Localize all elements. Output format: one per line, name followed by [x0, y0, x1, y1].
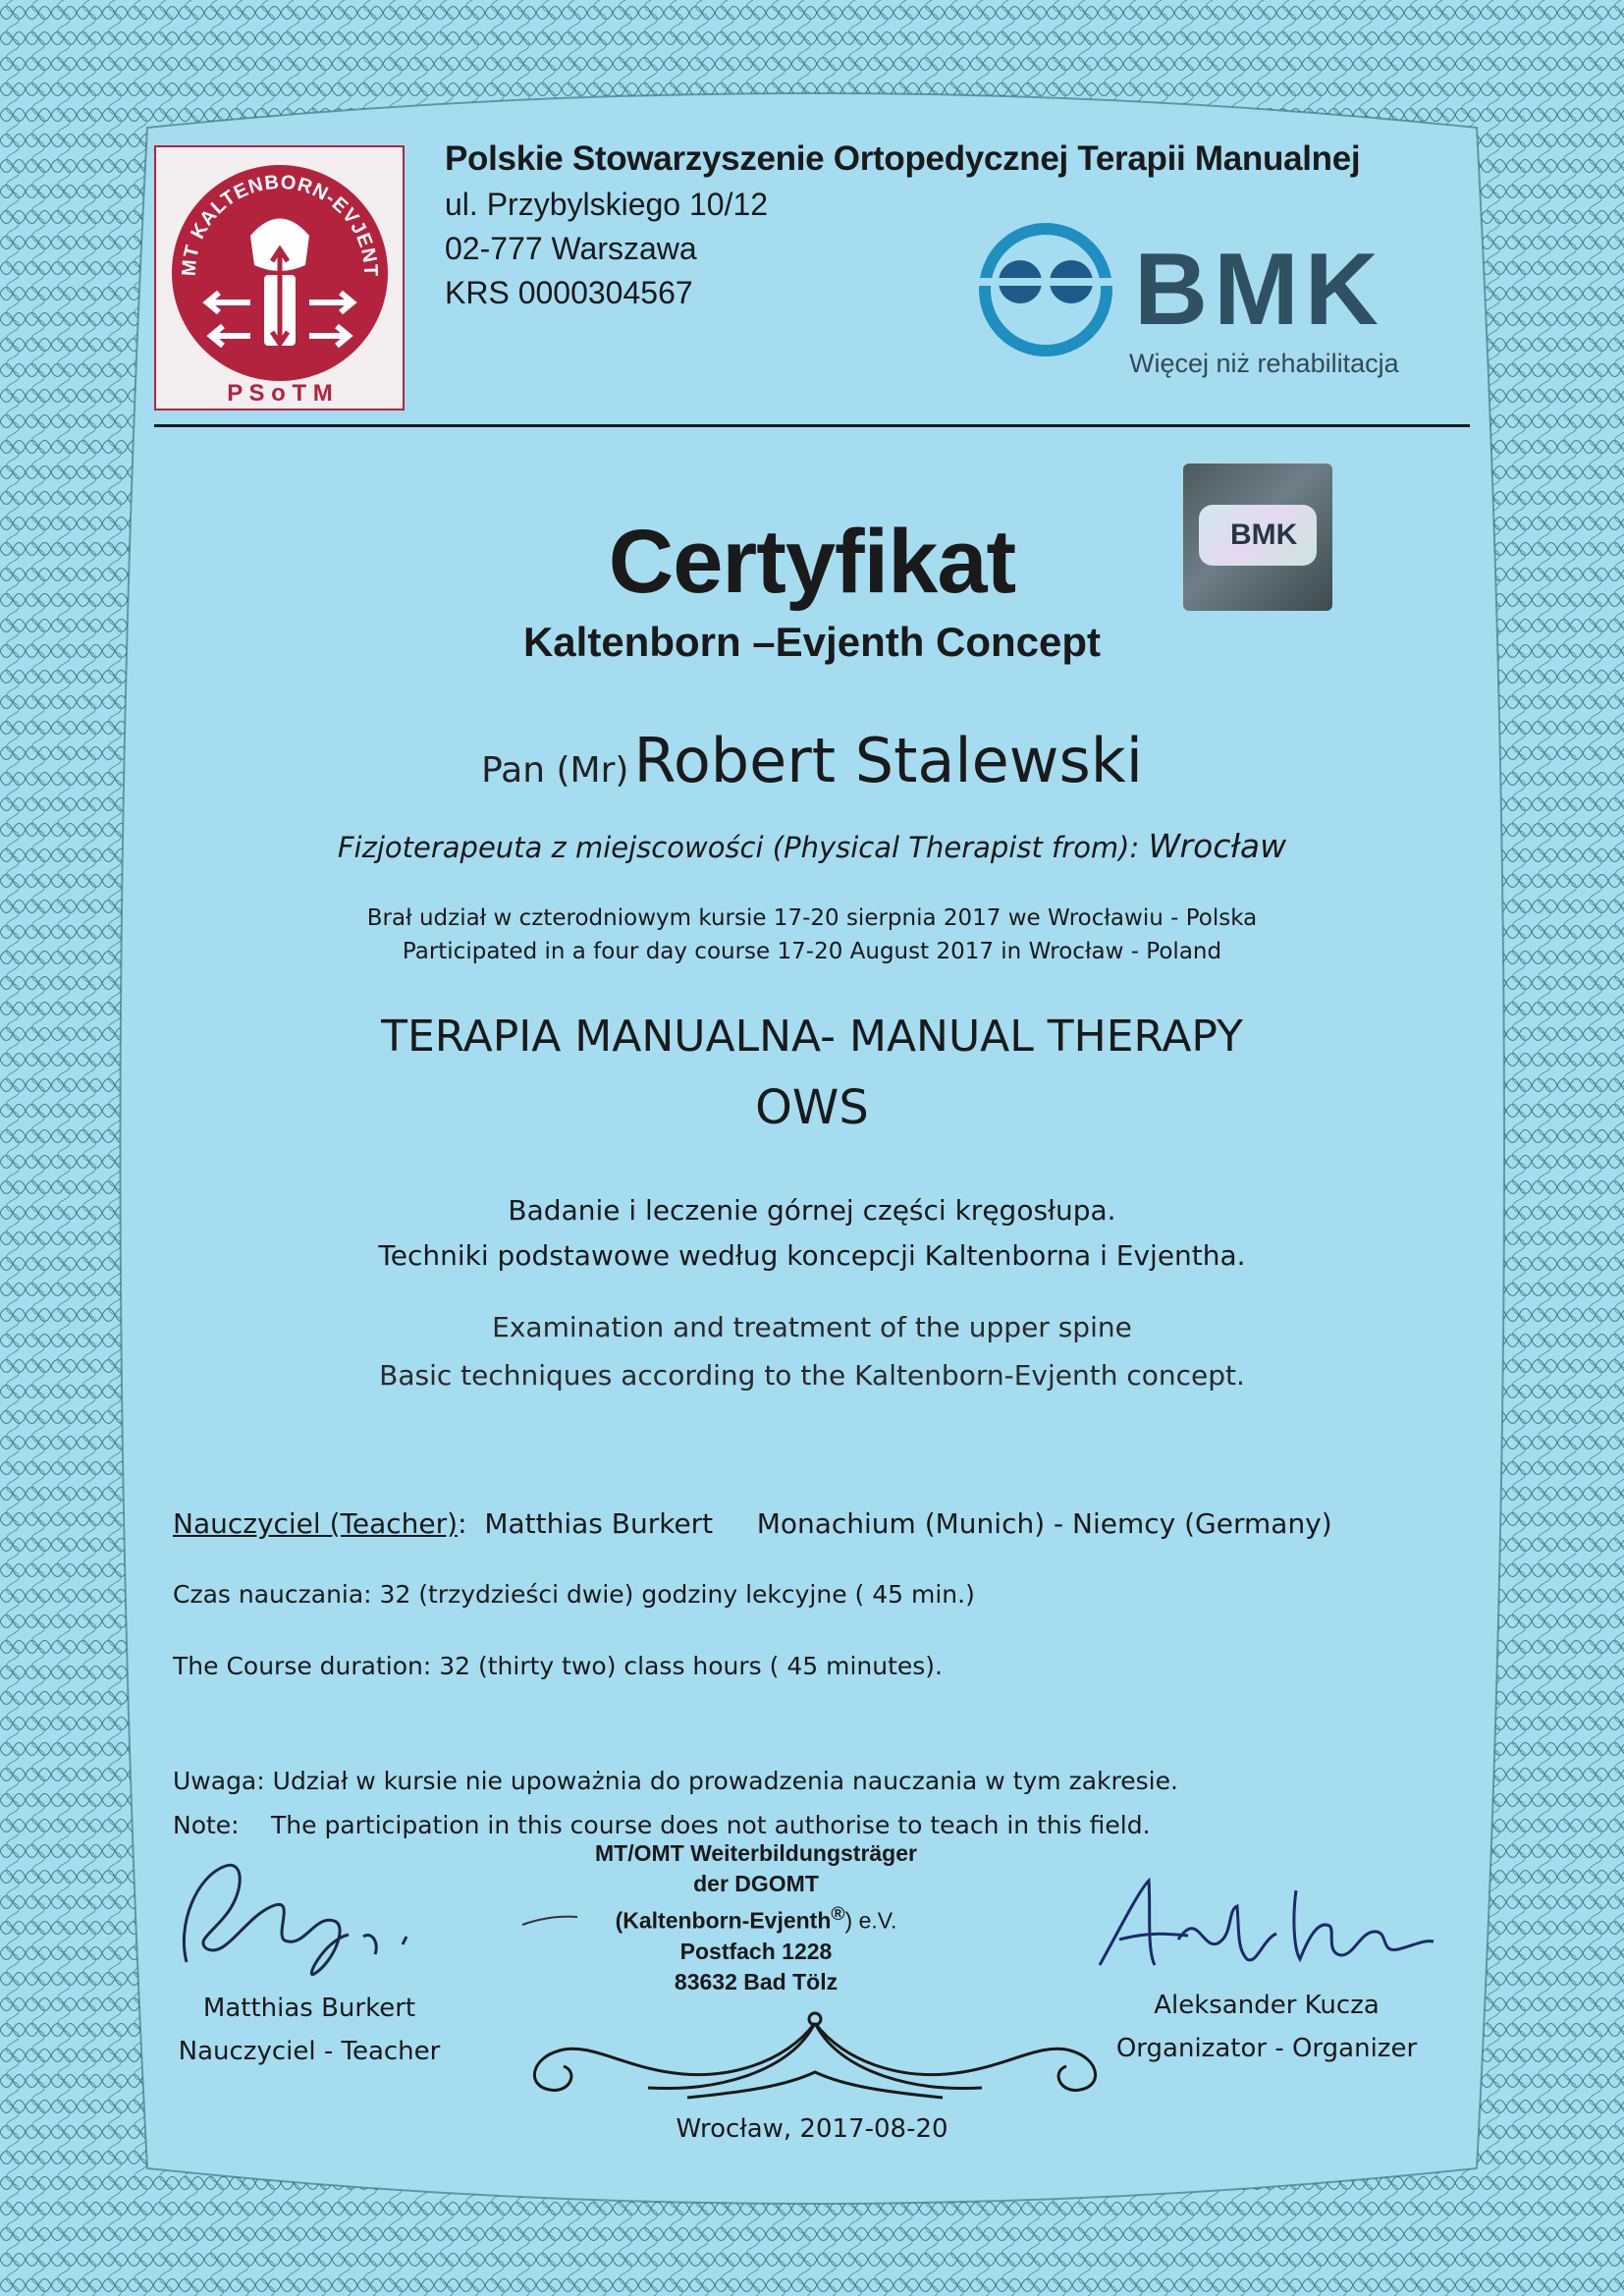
registered-mark-icon: ®	[831, 1904, 845, 1925]
header-divider	[154, 424, 1470, 427]
bmk-mark-icon	[977, 221, 1124, 358]
note-en-text: The participation in this course does not authorise to teach in this field.	[271, 1811, 1151, 1839]
bmk-logo	[977, 221, 1429, 388]
origin-label: Fizjoterapeuta z miejscowości (Physical Therapist from):	[337, 831, 1140, 864]
teacher-line	[173, 1507, 1332, 1540]
origin-city: Wrocław	[1148, 827, 1287, 865]
hologram-wordmark: BMK	[1230, 519, 1298, 551]
recipient-name: Robert Stalewski	[633, 725, 1143, 796]
organization-city: 02-777 Warszawa	[445, 231, 697, 266]
stamp-line3	[579, 1899, 933, 1937]
teacher-colon: :	[458, 1507, 467, 1540]
description-pl-line1: Badanie i leczenie górnej części kręgosłupa.	[508, 1194, 1116, 1227]
psotm-logo	[154, 145, 405, 410]
duration-pl: Czas nauczania: 32 (trzydzieści dwie) godziny lekcyjne ( 45 min.)	[173, 1580, 975, 1609]
organization-stamp	[579, 1838, 933, 1997]
issue-date: Wrocław, 2017-08-20	[676, 2114, 948, 2144]
course-code: OWS	[755, 1080, 869, 1135]
note-en	[173, 1811, 1151, 1839]
note-pl	[173, 1767, 1178, 1795]
stamp-line1: MT/OMT Weiterbildungsträger	[595, 1840, 917, 1866]
stamp-line2: der DGOMT	[693, 1871, 819, 1896]
teacher-location: Monachium (Munich) - Niemcy (Germany)	[756, 1507, 1332, 1540]
flourish-ornament-icon	[491, 2003, 1139, 2111]
recipient	[0, 725, 1624, 796]
teacher-signature-role: Nauczyciel - Teacher	[178, 2037, 441, 2066]
stamp-line5: 83632 Bad Tölz	[674, 1968, 839, 1995]
note-en-label: Note:	[173, 1811, 240, 1839]
stamp-line3-suffix: ) e.V.	[844, 1907, 897, 1934]
bmk-wordmark: BMK	[1134, 233, 1384, 347]
description-en-line2: Basic techniques according to the Kaltenborn-Evjenth concept.	[379, 1359, 1245, 1392]
organization-krs: KRS 0000304567	[445, 275, 693, 310]
certificate-subtitle: Kaltenborn –Evjenth Concept	[522, 619, 1102, 665]
recipient-origin	[0, 827, 1624, 865]
stamp-dash-icon	[520, 1905, 579, 1935]
teacher-name: Matthias Burkert	[484, 1507, 714, 1540]
organization-street: ul. Przybylskiego 10/12	[445, 187, 769, 222]
note-pl-text: Udział w kursie nie upoważnia do prowadzenia nauczania w tym zakresie.	[272, 1767, 1178, 1795]
bmk-tagline: Więcej niż rehabilitacja	[1129, 349, 1399, 378]
stamp-line3-text: (Kaltenborn-Evjenth	[615, 1907, 832, 1934]
description-en-line1: Examination and treatment of the upper spine	[492, 1311, 1132, 1343]
stamp-line4: Postfach 1228	[679, 1938, 833, 1964]
teacher-signature-icon	[167, 1846, 461, 1994]
description-pl-line2: Techniki podstawowe według koncepcji Kaltenborna i Evjentha.	[378, 1239, 1246, 1272]
svg-text:OMT KALTENBORN-EVJENTH: MT KALTENBORN-EVJENT	[178, 171, 382, 278]
participation-en: Participated in a four day course 17-20 August 2017 in Wrocław - Poland	[402, 939, 1222, 964]
organizer-signature-name: Aleksander Kucza	[1154, 1991, 1380, 2020]
duration-en: The Course duration: 32 (thirty two) class hours ( 45 minutes).	[173, 1652, 944, 1680]
note-pl-label: Uwaga:	[173, 1767, 265, 1795]
svg-text:P S o T M: P S o T M	[227, 380, 333, 407]
participation-pl: Brał udział w czterodniowym kursie 17-20 sierpnia 2017 we Wrocławiu - Polska	[366, 905, 1258, 931]
certificate-title: Certyfikat	[608, 512, 1016, 612]
organizer-signature-role: Organizator - Organizer	[1115, 2034, 1418, 2063]
course-title: TERAPIA MANUALNA- MANUAL THERAPY	[381, 1011, 1243, 1062]
teacher-signature-name: Matthias Burkert	[202, 1994, 416, 2023]
teacher-label: Nauczyciel (Teacher)	[173, 1507, 459, 1540]
organization-name: Polskie Stowarzyszenie Ortopedycznej Terapii Manualnej	[445, 139, 1361, 178]
recipient-prefix: Pan (Mr)	[481, 750, 629, 791]
organizer-signature-icon	[1090, 1871, 1443, 1979]
